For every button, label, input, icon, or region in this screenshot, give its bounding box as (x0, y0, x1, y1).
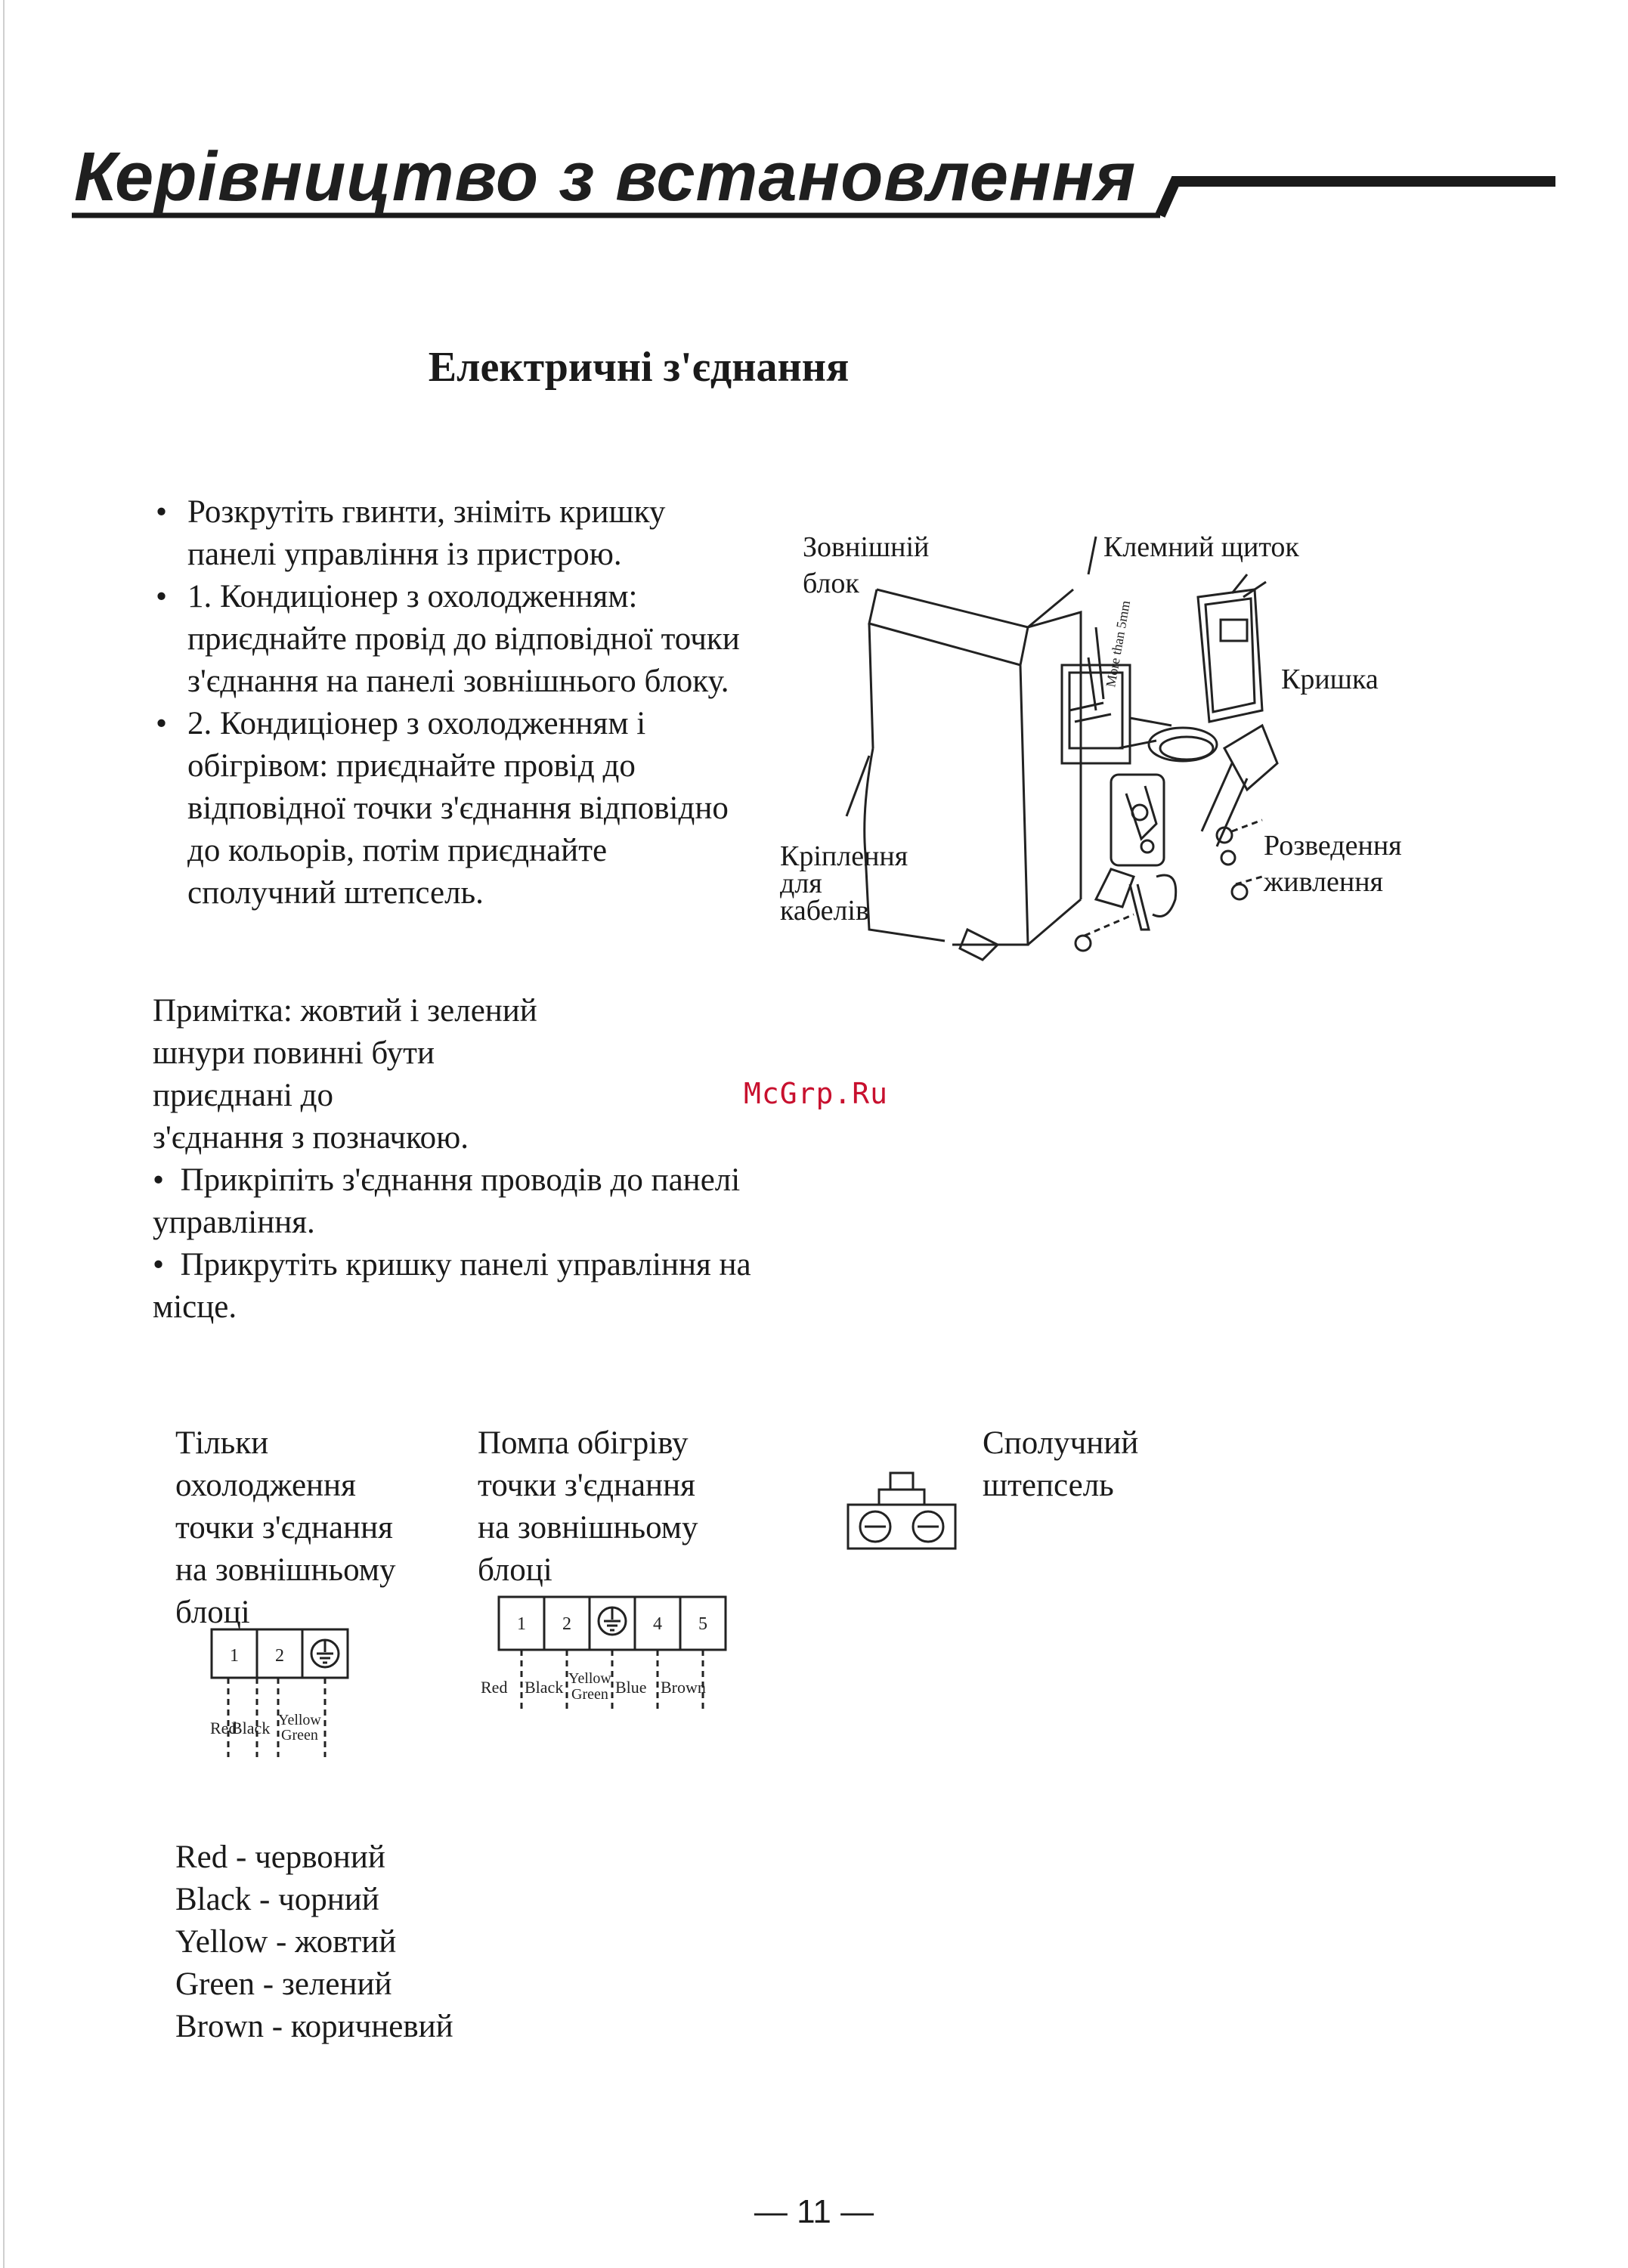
power-wiring-label: Розведення живлення (1264, 830, 1402, 898)
terminal-board-label: Клемний щиток (1103, 531, 1299, 563)
page-number: — 11 — (754, 2193, 874, 2230)
wire-yellow: Yellow (568, 1670, 611, 1687)
wire-green: Green (281, 1727, 318, 1744)
cooling-only-terminal-block (181, 1625, 370, 1761)
color-legend (175, 1836, 453, 2048)
wire-red: Red (210, 1719, 237, 1737)
legend-item: Yellow - жовтий (175, 1924, 397, 1960)
wire-red: Red (481, 1678, 508, 1697)
instruction-list (151, 491, 741, 914)
terminal-2: 2 (275, 1646, 284, 1666)
legend-item: Green - зелений (175, 1966, 392, 2002)
legend-item: Red - червоний (175, 1839, 385, 1875)
page-title: Керівництво з встановлення (74, 138, 1137, 215)
instruction-item: • 1. Кондиціонер з охолодженням: приєднайте провід до відповідної точки з'єднання на панелі зовнішнього блоку. (156, 579, 740, 699)
legend-item: Brown - коричневий (175, 2009, 453, 2044)
section-title: Електричні з'єднання (428, 344, 850, 391)
note-block (153, 990, 757, 1329)
wire-yellow: Yellow (278, 1712, 321, 1728)
outdoor-unit-label: Зовнішній блок (803, 531, 930, 599)
cable-clamp-label: Кріплення для кабелів (780, 840, 908, 927)
connector-plug-icon (845, 1470, 958, 1553)
instruction-item: • 2. Кондиціонер з охолодженням і обігрівом: приєднайте провід до відповідної точки з'єднання відповідно до кольорів, потім приєднайте сполучний штепсель. (156, 706, 729, 911)
note-bullet: • Прикріпіть з'єднання проводів до панелі управління. (153, 1162, 741, 1240)
note-line: з'єднання з позначкою. (153, 1120, 469, 1156)
wire-green: Green (571, 1686, 608, 1703)
terminal-1: 1 (517, 1614, 526, 1634)
instruction-item: • Розкрутіть гвинти, зніміть кришку панелі управління із пристрою. (156, 494, 666, 572)
terminal-2: 2 (562, 1614, 571, 1634)
legend-item: Black - чорний (175, 1882, 379, 1917)
title-underline (0, 0, 1628, 257)
heat-pump-terminal-block (476, 1591, 741, 1723)
terminal-4: 4 (653, 1614, 662, 1634)
wire-brown: Brown (661, 1678, 706, 1697)
note-line: Примітка: жовтий і зелений (153, 993, 537, 1029)
connector-label: Сполучний штепсель (983, 1425, 1139, 1503)
watermark: McGrp.Ru (744, 1077, 889, 1110)
wire-black: Black (525, 1678, 564, 1697)
note-line: приєднані до (153, 1078, 334, 1113)
terminal-5: 5 (698, 1614, 707, 1634)
page-edge (3, 0, 5, 2268)
terminal-1: 1 (230, 1646, 239, 1666)
note-line: шнури повинні бути (153, 1035, 435, 1071)
cover-label: Кришка (1281, 664, 1379, 695)
wire-blue: Blue (615, 1678, 647, 1697)
cooling-only-label: Тільки охолодження точки з'єднання на зовнішньому блоці (175, 1425, 396, 1630)
wire-black: Black (231, 1719, 271, 1737)
clearance-label: More than 5mm (1103, 599, 1134, 688)
note-bullet: • Прикрутіть кришку панелі управління на місце. (153, 1247, 751, 1325)
heat-pump-label: Помпа обігріву точки з'єднання на зовнішньому блоці (478, 1425, 698, 1588)
